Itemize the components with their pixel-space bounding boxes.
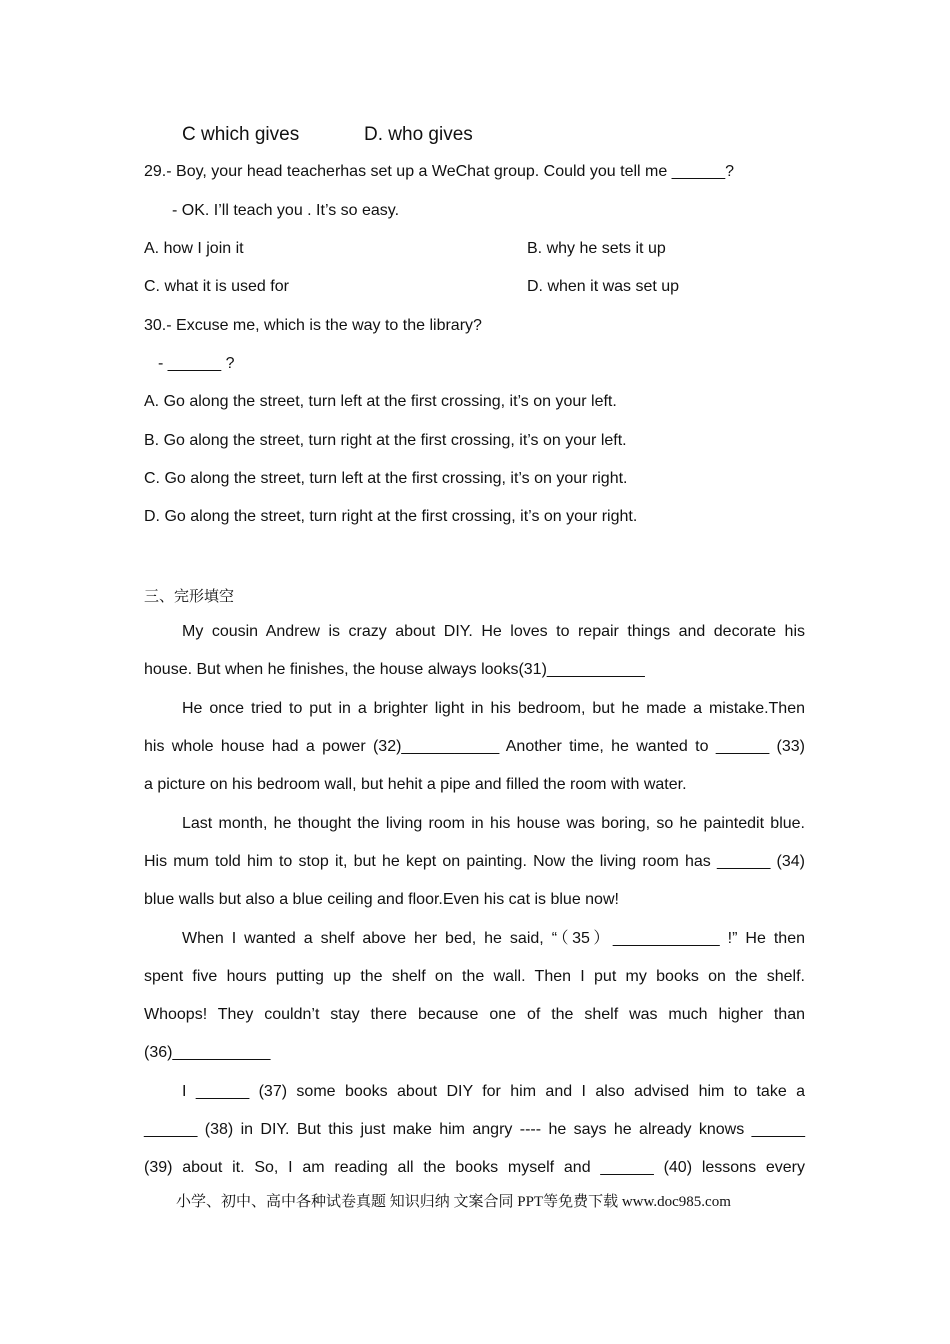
passage-line: When I wanted a shelf above her bed, he said, “（35）____________ !” He then: [182, 930, 805, 947]
question-29-reply: - OK. I’ll teach you . It’s so easy.: [172, 202, 400, 219]
passage-line: Whoops! They couldn’t stay there because one of the shelf was much higher than: [144, 1006, 805, 1023]
passage-line: a picture on his bedroom wall, but hehit a pipe and filled the room with water.: [144, 776, 687, 793]
passage-line: He once tried to put in a brighter light in his bedroom, but he made a mistake.Then: [182, 700, 805, 717]
passage-line: My cousin Andrew is crazy about DIY. He loves to repair things and decorate his: [182, 623, 805, 640]
question-29-stem: 29.- Boy, your head teacherhas set up a WeChat group. Could you tell me ______?: [144, 163, 734, 180]
passage-line: his whole house had a power (32)___________ Another time, he wanted to ______ (33): [144, 738, 805, 755]
option-c-q28: C which gives: [182, 124, 300, 145]
question-29-option-d: D. when it was set up: [527, 278, 680, 295]
passage-line: blue walls but also a blue ceiling and floor.Even his cat is blue now!: [144, 891, 619, 908]
question-30-option-d: D. Go along the street, turn right at the first crossing, it’s on your right.: [144, 508, 638, 525]
passage-line: ______ (38) in DIY. But this just make him angry ---- he says he already knows ______: [144, 1121, 805, 1138]
passage-line: spent five hours putting up the shelf on the wall. Then I put my books on the shelf.: [144, 968, 805, 985]
passage-line: His mum told him to stop it, but he kept on painting. Now the living room has ______ (34): [144, 853, 805, 870]
question-29-option-c: C. what it is used for: [144, 278, 289, 295]
passage-line: house. But when he finishes, the house always looks(31)___________: [144, 661, 645, 678]
passage-line: I ______ (37) some books about DIY for him and I also advised him to take a: [182, 1083, 805, 1100]
page-footer: 小学、初中、高中各种试卷真题 知识归纳 文案合同 PPT等免费下载 www.doc985.com: [176, 1194, 731, 1210]
passage-line: Last month, he thought the living room in his house was boring, so he paintedit blue.: [182, 815, 805, 832]
option-d-q28: D. who gives: [364, 124, 473, 145]
question-29-option-b: B. why he sets it up: [527, 240, 666, 257]
question-30-option-b: B. Go along the street, turn right at the first crossing, it’s on your left.: [144, 432, 627, 449]
question-30-reply: - ______ ?: [158, 355, 235, 372]
passage-line: (36)___________: [144, 1044, 271, 1061]
section-title: 三、完形填空: [144, 587, 235, 605]
question-30-option-a: A. Go along the street, turn left at the first crossing, it’s on your left.: [144, 393, 617, 410]
question-30-option-c: C. Go along the street, turn left at the first crossing, it’s on your right.: [144, 470, 628, 487]
question-29-option-a: A. how I join it: [144, 240, 244, 257]
question-30-stem: 30.- Excuse me, which is the way to the library?: [144, 317, 482, 334]
passage-line: (39) about it. So, I am reading all the books myself and ______ (40) lessons every: [144, 1159, 805, 1176]
